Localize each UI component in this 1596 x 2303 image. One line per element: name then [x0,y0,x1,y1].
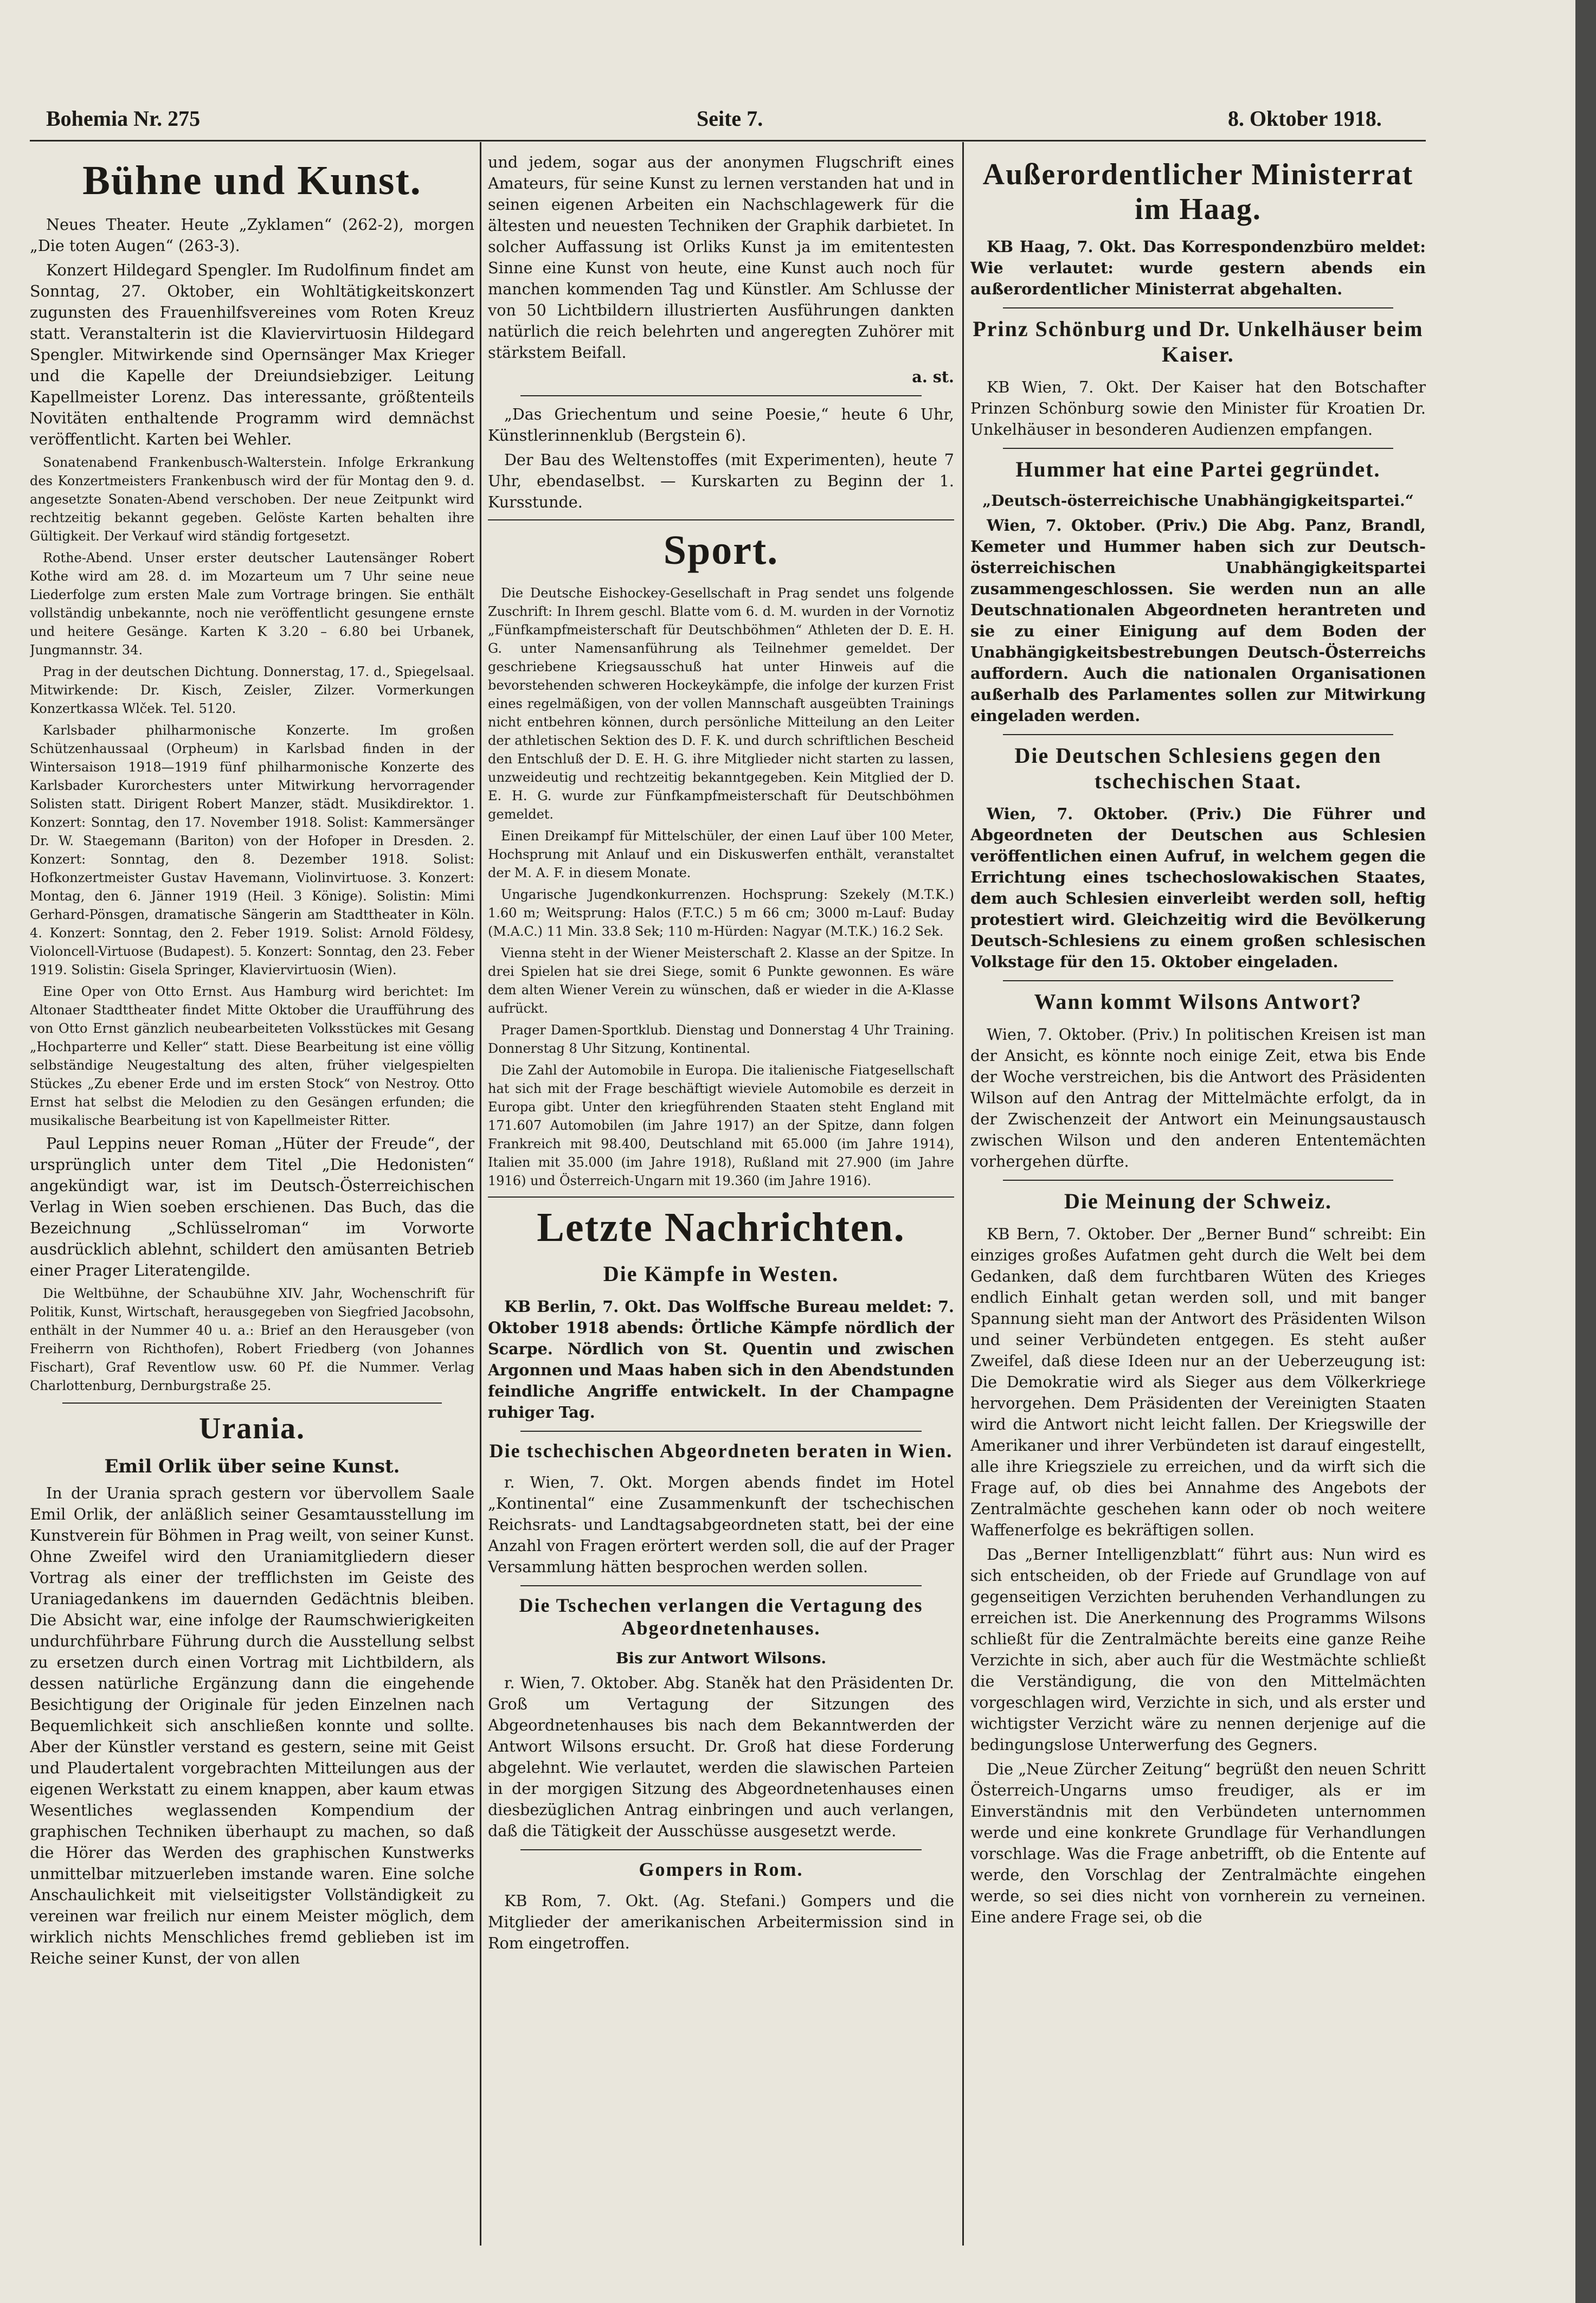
section-title-letzte-nachrichten: Letzte Nachrichten. [537,1205,905,1250]
section-divider [520,395,922,396]
article-paragraph: Einen Dreikampf für Mittelschüler, der einen Lauf über 100 Meter, Hochsprung mit Anlauf und ein Diskuswerfen enthält, veranstaltet der M. A. F. in diesem Monate. [488,828,954,880]
article-paragraph: Wien, 7. Oktober. (Priv.) Die Abg. Panz, Brandl, Kemeter und Hummer haben sich zur Deutsch-österreichischen Unabhängigkeitspartei zusammengeschlossen. Sie werden nun an alle Deutschnationalen Abgeordneten herantreten und sie zu einer Einigung auf dem Boden der Unabhängigkeitsbestrebungen Deutsch-Österreichs auffordern. Auch die nationalen Organisationen außerhalb des Parlamentes sollen zur Mitwirkung eingeladen werden. [970,516,1426,725]
article-paragraph: Wien, 7. Oktober. (Priv.) Die Führer und Abgeordneten der Deutschen aus Schlesien veröffentlichen einen Aufruf, in welchem gegen die Errichtung eines tschechoslowakischen Staates, dem auch Schlesien einverleibt werden soll, heftig protestiert wird. Gleichzeitig wird die Bevölkerung Deutsch-Schlesiens zu einem großen schlesischen Volkstage für den 15. Oktober eingeladen. [970,805,1426,971]
article-paragraph: Neues Theater. Heute „Zyklamen“ (262-2), morgen „Die toten Augen“ (263-3). [30,215,474,255]
masthead-left: Bohemia Nr. 275 [46,106,201,131]
column-rule-2 [962,142,964,2246]
article-paragraph: KB Rom, 7. Okt. (Ag. Stefani.) Gompers und die Mitglieder der amerikanischen Arbeitermission sind in Rom eingetroffen. [488,1892,954,1952]
masthead-page-number: Seite 7. [697,106,763,131]
section-title-urania: Urania. [199,1412,305,1445]
article-subtitle: Emil Orlik über seine Kunst. [104,1456,400,1477]
section-divider [62,1403,442,1404]
article-paragraph: Eine Oper von Otto Ernst. Aus Hamburg wird berichtet: Im Altonaer Stadttheater findet Mitte Oktober die Uraufführung des von Otto Ernst gänzlich neubearbeiteten Volksstückes mit Gesang „Hochparterre und Keller“ statt. Diese Bearbeitung ist eine völlig selbständige Neugestaltung des alten, früher vielgespielten Stückes „Zu ebener Erde und im ersten Stock“ von Nestroy. Otto Ernst hat selbst die Melodien zu den Gesängen erfunden; die musikalische Bearbeitung ist von Kapellmeister Ritter. [30,984,474,1128]
article-paragraph: KB Berlin, 7. Okt. Das Wolffsche Bureau meldet: 7. Oktober 1918 abends: Örtliche Kämpfe nördlich der Scarpe. Nördlich von St. Quentin und zwischen Argonnen und Maas haben sich in den Abendstunden feindliche Angriffe entwickelt. In der Champagne ruhiger Tag. [488,1297,954,1421]
section-divider [520,1431,922,1432]
article-title: Außerordentlicher Ministerrat im Haag. [982,158,1414,226]
article-paragraph: Prager Damen-Sportklub. Dienstag und Donnerstag 4 Uhr Training. Donnerstag 8 Uhr Sitzung, Kontinental. [488,1022,954,1056]
article-paragraph: Paul Leppins neuer Roman „Hüter der Freude“, der ursprünglich unter dem Titel „Die Hedonisten“ angekündigt war, ist im Deutsch-Österreichischen Verlag in Wien soeben erschienen. Das Buch, das die Bezeichnung „Schlüsselroman“ im Vorworte ausdrücklich ablehnt, schildert den amüsanten Betrieb einer Prager Literatengilde. [30,1134,474,1279]
section-divider [520,1585,922,1586]
article-paragraph: Rothe-Abend. Unser erster deutscher Lautensänger Robert Kothe wird am 28. d. im Mozarteum um 7 Uhr seine neue Liederfolge zum ersten Male zum Vortrage bringen. Sie enthält vollständig unbekannte, noch nie veröffentlicht gesungene ernste und heitere Gesänge. Karten K 3.20 – 6.80 bei Urbanek, Jungmannstr. 34. [30,550,474,658]
article-subtitle: Bis zur Antwort Wilsons. [615,1649,827,1667]
masthead [46,95,1401,144]
article-paragraph: Die Zahl der Automobile in Europa. Die italienische Fiatgesellschaft hat sich mit der Frage beschäftigt wieviele Automobile es derzeit in Europa gibt. Unter den kriegführenden Staaten steht England mit 171.607 Automobilen (im Jahre 1917) an der Spitze, dann folgen Frankreich mit 98.400, Deutschland mit 65.000 (im Jahre 1914), Italien mit 35.000 (im Jahre 1918), Rußland mit 27.900 (im Jahre 1916) und Österreich-Ungarn mit 19.360 (im Jahre 1916). [488,1063,954,1188]
article-paragraph: KB Wien, 7. Okt. Der Kaiser hat den Botschafter Prinzen Schönburg sowie den Minister für Kroatien Dr. Unkelhäuser in besonderen Audienzen empfangen. [970,378,1426,439]
column-left [30,152,474,2244]
article-subtitle: „Deutsch-österreichische Unabhängigkeitspartei.“ [982,492,1414,510]
article-signature: a. st. [912,368,954,386]
masthead-date: 8. Oktober 1918. [1228,106,1382,131]
column-right [970,152,1426,2244]
article-paragraph: Die „Neue Zürcher Zeitung“ begrüßt den neuen Schritt Österreich-Ungarns umso freudiger, als er im Einverständnis mit den Verbündeten unternommen werde und eine konkrete Grundlage für Verhandlungen vorschlage. Was die Frage anbetrifft, ob die Entente auf werde, den Vorschlag der Zentralmächte eingehen werde, so sei dies nicht von vornherein zu verneinen. Eine andere Frage sei, ob die [970,1760,1426,1926]
article-paragraph: Der Bau des Weltenstoffes (mit Experimenten), heute 7 Uhr, ebendaselbst. — Kurskarten zu Beginn der 1. Kursstunde. [488,451,954,511]
article-paragraph: Die Deutsche Eishockey-Gesellschaft in Prag sendet uns folgende Zuschrift: In Ihrem geschl. Blatte vom 6. d. M. wurden in der Vornotiz „Fünfkampfmeisterschaft für Deutschböhmen“ Athleten der D. E. H. G. unter Namensanführung als Teilnehmer gemeldet. Der geschriebene Kriegsausschuß hat unter Hinweis auf die bevorstehenden schweren Hockeykämpfe, die infolge der kurzen Frist eines regelmäßigen, von der vollen Mannschaft ausgeübten Trainings nicht entbehren können, durch persönliche Mitteilung an den Leiter der athletischen Sektion des D. F. K. und durch schriftlichen Bescheid den Entschluß der D. E. H. G. ihre Mitglieder nicht starten zu lassen, unzweideutig und rechtzeitig bekanntgegeben. Kein Mitglied der D. E. H. G. wurde zur Fünfkampfmeisterschaft für Deutschböhmen gemeldet. [488,586,954,822]
section-title-buehne: Bühne und Kunst. [82,158,422,203]
article-title: Prinz Schönburg und Dr. Unkelhäuser beim Kaiser. [973,317,1424,366]
article-title: Gompers in Rom. [639,1858,803,1880]
column-rule-1 [480,142,481,2246]
article-paragraph: KB Bern, 7. Oktober. Der „Berner Bund“ schreibt: Ein einziges großes Aufatmen geht durch die Welt bei dem Gedanken, daß dem furchtbaren Wüten des Krieges endlich Einhalt getan werden soll, und mit banger Spannung sieht man der Antwort des Präsidenten Wilson und seiner Verbündeten entgegen. Es steht außer Zweifel, daß diese Ideen nur an der Ueberzeugung ist: Die Demokratie wird als Sieger aus dem Völkerkriege hervorgehen. Dem Präsidenten der Vereinigten Staaten wird die Antwort nicht leicht fallen. Der Kriegswille der Amerikaner und ihrer Verbündeten ist darauf eingestellt, alle ihre Kriegsziele zu erreichen, und da wirft sich die Frage auf, ob dies bei Annahme des Angebots der Zentralmächte geschehen kann oder ob noch weitere Waffenerfolge es bekräftigen sollen. [970,1225,1426,1539]
article-paragraph: „Das Griechentum und seine Poesie,“ heute 6 Uhr, Künstlerinnenklub (Bergstein 6). [488,405,954,445]
article-paragraph: Karlsbader philharmonische Konzerte. Im großen Schützenhaussaal (Orpheum) in Karlsbad finden in der Wintersaison 1918—1919 fünf philharmonische Konzerte des Karlsbader Kurorchesters unter Mitwirkung hervorragender Solisten statt. Dirigent Robert Manzer, städt. Musikdirektor. 1. Konzert: Sonntag, den 17. November 1918. Solist: Kammersänger Dr. W. Staegemann (Bariton) von der Hofoper in Dresden. 2. Konzert: Sonntag, den 8. Dezember 1918. Solist: Hofkonzertmeister Gustav Havemann, Violinvirtuose. 3. Konzert: Montag, den 6. Jänner 1919 (Heil. 3 Könige). Solistin: Mimi Gerhard-Pönsgen, dramatische Sängerin am Stadttheater in Köln. 4. Konzert: Sonntag, den 2. Feber 1919. Solist: Arnold Földesy, Violoncell-Virtuose (Budapest). 5. Konzert: Sonntag, den 23. Feber 1919. Solistin: Gisela Springer, Klaviervirtuosin (Wien). [30,723,474,977]
article-paragraph: Konzert Hildegard Spengler. Im Rudolfinum findet am Sonntag, 27. Oktober, ein Wohltätigkeitskonzert zugunsten des Frauenhilfsvereines vom Roten Kreuz statt. Veranstalterin ist die Klaviervirtuosin Hildegard Spengler. Mitwirkende sind Opernsänger Max Krieger und die Kapelle der Dreiundsiebziger. Leitung Kapellmeister Lorenz. Das interessante, größtenteils Novitäten enthaltende Programm wird demnächst veröffentlicht. Karten bei Wehler. [30,261,474,448]
article-paragraph: Die Weltbühne, der Schaubühne XIV. Jahr, Wochenschrift für Politik, Kunst, Wirtschaft, herausgegeben von Siegfried Jacobsohn, enthält in der Nummer 40 u. a.: Brief an den Herausgeber (von Freiherrn von Richthofen), Robert Friedberg (von Johannes Fischart), Graf Reventlow usw. 60 Pf. die Nummer. Verlag Charlottenburg, Dernburgstraße 25. [30,1286,474,1393]
article-title: Die Kämpfe in Westen. [603,1262,839,1286]
column-middle [488,152,954,2244]
article-title: Hummer hat eine Partei gegründet. [1015,457,1381,481]
article-paragraph: Prag in der deutschen Dichtung. Donnerstag, 17. d., Spiegelsaal. Mitwirkende: Dr. Kisch, Zeisler, Zilzer. Vormerkungen Konzertkassa Wlček. Tel. 5120. [30,664,474,716]
section-divider [1003,448,1393,449]
section-divider [1003,1180,1393,1181]
section-divider [488,519,954,520]
section-divider [1003,734,1393,735]
article-paragraph: Das „Berner Intelligenzblatt“ führt aus: Nun wird es sich entscheiden, ob der Friede auf Grundlage von auf gegenseitigen Verzichten beruhenden Verhandlungen zu erreichen ist. Die Anerkennung des Programms Wilsons schließt für die Zentralmächte bereits eine ganze Reihe Verzichte in sich, aber auch für die Westmächte schließt die Verständigung, die von den Mittelmächten vorgeschlagen wird, Verzichte in sich, und als erster und wichtigster Verzicht wäre zu nennen derjenige auf die bedingungslose Unterwerfung des Gegners. [970,1545,1426,1754]
section-divider [488,1196,954,1198]
article-paragraph: KB Haag, 7. Okt. Das Korrespondenzbüro meldet: Wie verlautet: wurde gestern abends ein außerordentlicher Ministerrat abgehalten. [970,237,1426,298]
section-divider [520,1849,922,1850]
article-title: Die tschechischen Abgeordneten beraten in Wien. [489,1440,953,1462]
article-paragraph: Wien, 7. Oktober. (Priv.) In politischen Kreisen ist man der Ansicht, es könnte noch einige Zeit, etwa bis Ende der Woche verstreichen, bis die Antwort des Präsidenten Wilson auf den Antrag der Mittelmächte erfolgt, da in der Zwischenzeit der Antwort ein Meinungsaustausch zwischen Wilson und den anderen Ententemächten vorhergehen dürfte. [970,1025,1426,1170]
article-paragraph: Ungarische Jugendkonkurrenzen. Hochsprung: Szekely (M.T.K.) 1.60 m; Weitsprung: Halos (F.T.C.) 5 m 66 cm; 3000 m-Lauf: Buday (M.A.C.) 11 Min. 33.8 Sek; 110 m-Hürden: Nagyar (M.T.K.) 16.2 Sek. [488,887,954,939]
article-paragraph: Vienna steht in der Wiener Meisterschaft 2. Klasse an der Spitze. In drei Spielen hat sie drei Siege, somit 6 Punkte gewonnen. Es wäre dem alten Wiener Verein zu wünschen, daß er wieder in die A-Klasse aufrückt. [488,945,954,1016]
article-title: Wann kommt Wilsons Antwort? [1034,989,1362,1014]
section-title-sport: Sport. [663,527,779,573]
masthead-rule [30,140,1426,141]
section-divider [1003,307,1393,308]
article-title: Die Deutschen Schlesiens gegen den tschechischen Staat. [1014,743,1382,793]
article-paragraph: r. Wien, 7. Okt. Morgen abends findet im Hotel „Kontinental“ eine Zusammenkunft der tschechischen Reichsrats- und Landtagsabgeordneten statt, bei der eine Anzahl von Fragen erörtert werden soll, die auf der Prager Versammlung hätten besprochen werden sollen. [488,1473,954,1576]
article-paragraph: In der Urania sprach gestern vor übervollem Saale Emil Orlik, der anläßlich seiner Gesamtausstellung im Kunstverein für Böhmen in Prag weilt, von seiner Kunst. Ohne Zweifel wird den Uraniamitgliedern dieser Vortrag als einer der trefflichsten im Geiste des Uraniagedankens im dauernden Gedächtnis bleiben. Die Absicht war, eine infolge der Raumschwierigkeiten undurchführbare Führung durch die Ausstellung selbst zu ersetzen durch einen Vortrag mit Lichtbildern, als dessen natürliche Ergänzung dann die eingehende Besichtigung der Originale für jeden Einzelnen nach Bequemlichkeit sich anschließen konnte und sollte. Aber der Künstler verstand es gestern, seine mit Geist und Plaudertalent vorgebrachten Mitteilungen aus der eigenen Werkstatt zu einem knappen, aber kaum etwas Wesentliches weglassenden Kompendium der graphischen Techniken überhaupt zu machen, so daß die Hörer das Werden des graphischen Kunstwerks unmittelbar mitzuerleben imstande waren. Eine solche Anschaulichkeit mit vielseitigster Vollständigkeit zu vereinen war freilich nur einem Meister möglich, dem wirklich nichts Menschliches fremd geblieben ist im Reiche seiner Kunst, der von allen [30,1484,474,1967]
article-paragraph: Sonatenabend Frankenbusch-Walterstein. Infolge Erkrankung des Konzertmeisters Frankenbusch wird der für Montag den 9. d. angesetzte Sonaten-Abend verschoben. Der neue Zeitpunkt wird rechtzeitig bekannt gegeben. Gelöste Karten behalten ihre Gültigkeit. Der Verkauf wird ständig fortgesetzt. [30,455,474,544]
section-divider [1003,980,1393,981]
article-paragraph: r. Wien, 7. Oktober. Abg. Staněk hat den Präsidenten Dr. Groß um Vertagung der Sitzungen des Abgeordnetenhauses bis nach dem Bekanntwerden der Antwort Wilsons ersucht. Dr. Groß hat diese Forderung abgelehnt. Wie verlautet, werden die slawischen Parteien in der morgigen Sitzung des Abgeordnetenhauses einen diesbezüglichen Antrag einbringen und auch verlangen, daß die Tätigkeit der Ausschüsse ausgesetzt werde. [488,1674,954,1840]
scan-edge [1575,0,1596,2303]
article-paragraph: und jedem, sogar aus der anonymen Flugschrift eines Amateurs, für seine Kunst zu lernen verstanden hat und in seinen eigenen Arbeiten ein Nachschlagewerk für die ältesten und neuesten Techniken der Graphik darbietet. In solcher Auffassung ist Orliks Kunst ja im emitentesten Sinne eine Kunst von heute, eine Kunst auch noch für manchen kommenden Tag und Künstler. Am Schlusse der von 50 Lichtbildern illustrierten Ausführungen dankten natürlich die reich belehrten und angeregten Zuhörer mit stärkstem Beifall. [488,153,954,362]
article-title: Die Meinung der Schweiz. [1064,1189,1332,1213]
article-title: Die Tschechen verlangen die Vertagung des Abgeordnetenhauses. [519,1594,923,1639]
